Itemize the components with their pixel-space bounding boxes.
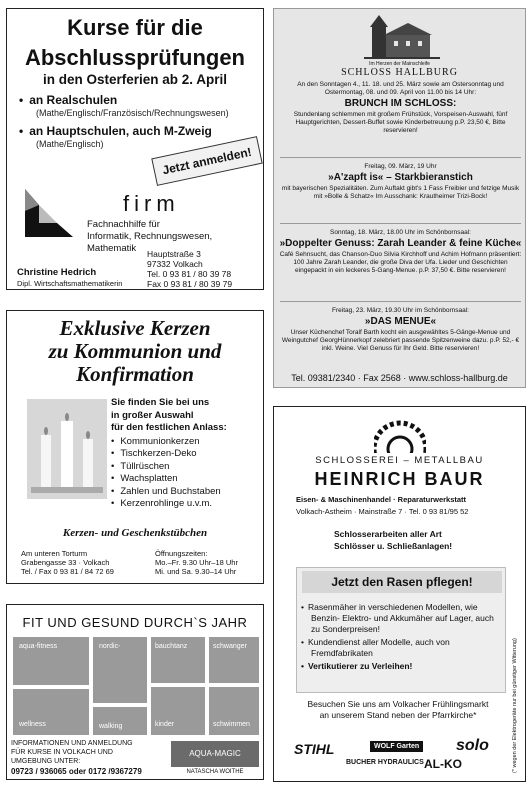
kerzen-hours: Öffnungszeiten: Mo.–Fr. 9.30 Uhr–18 Uhr Mi. und Sa. 9.30–14 Uhr (155, 549, 238, 576)
kurse-item-note: (Mathe/Englisch/Französisch/Rechnungswesen) (36, 108, 229, 118)
event-text: mit bayerischen Spezialitäten. Zum Auftakt gibt's 1 Fass Freibier und fetzige Musik mit »Bolle & Schatz« Im Ausschank: Krautheimer Trizi-Bock! (281, 185, 520, 200)
candles-icon (27, 399, 107, 499)
kurse-person: Christine Hedrich (17, 267, 97, 278)
brand-alko: AL-KO (424, 757, 462, 771)
kerzen-info: Sie finden Sie bei uns in großer Auswahl für den festlichen Anlass: • Kommunionkerzen • Tischkerzen-Deko • Tüllrüschen • Wachsplatten • Zahlen und Buchstaben • Kerzenrohlinge u.v.m. (111, 397, 227, 511)
ad-schloss-hallburg (273, 8, 526, 388)
firm-logo-icon (17, 183, 79, 241)
tile-nordic: nordic- (93, 637, 147, 703)
kurse-title-line2: Abschlussprüfungen (24, 45, 245, 70)
aqua-magic-logo: AQUA-MAGIC (171, 741, 259, 767)
ad-heinrich-baur (273, 406, 526, 782)
tile-schwimmen: schwimmen (209, 687, 259, 735)
schloss-lede: Im Herzen der Mainschleife (369, 61, 430, 67)
firm-description: Fachnachhilfe für Informatik, Rechnungswesen, Mathematik (87, 219, 213, 254)
ad-fit-und-gesund (6, 604, 264, 780)
brand-solo: solo (456, 737, 489, 754)
tile-walking: walking (93, 707, 147, 735)
event-date: Sonntag, 18. März, 18.00 Uhr im Schönbornsaal: (330, 229, 471, 236)
event-heading: »A'zapft is« – Starkbieranstich (328, 172, 473, 183)
brunch-section (278, 81, 523, 135)
event-text: Unser Küchenchef Toralf Barth kocht ein ausgewähltes 5-Gänge-Menue und Weingutchef GeorgHünnerkopf zelebriert passende Spitzenweine dazu. p.P. 52,- € inkl. Weine. Viel Genuss für Ihr Geld. Bitte reservieren! (281, 329, 520, 352)
fit-phone: 09723 / 936065 oder 0172 /9367279 (11, 767, 142, 776)
list-item: • Vertikutierer zu Verleihen! (301, 661, 505, 672)
kurse-item-hauptschule: • an Hauptschulen, auch M-Zweig (19, 124, 263, 138)
kurse-title-line1: Kurse für die (67, 15, 203, 40)
brand-stihl: STIHL (294, 741, 335, 757)
fit-info: INFORMATIONEN UND ANMELDUNG FÜR KURSE IN VOLKACH UND UMGEBUNG UNTER: (11, 740, 133, 765)
tile-schwanger: schwanger (209, 637, 259, 683)
kurse-subtitle: in den Osterferien ab 2. April (42, 72, 228, 87)
list-item: • Kerzenrohlinge u.v.m. (111, 498, 227, 511)
kerzen-address: Am unteren Torturm Grabengasse 33 · Volkach Tel. / Fax 0 93 81 / 84 72 69 (21, 549, 114, 576)
event-starkbier (278, 163, 523, 201)
kurse-item-realschule: • an Realschulen (19, 93, 263, 107)
event-zarah-leander (278, 229, 523, 275)
divider (280, 301, 521, 302)
castle-icon (364, 13, 440, 61)
event-text: Café Sehnsucht, das Chanson-Duo Silvia Kirchhoff und Achim Hofmann präsentiert: 100 Jahre Zarah Leander, die große Diva der Ufa. Lieder und Geschichten eingepackt in ein leckeres 5-Gang-Menue. p.P. 37,50 €. Bitte reservieren! (279, 251, 522, 274)
brand-bucher: BUCHER HYDRAULICS (346, 759, 424, 766)
event-heading: »DAS MENUE« (364, 316, 437, 327)
list-item: • Tüllrüschen (111, 461, 227, 474)
baur-visit-note: Besuchen Sie uns am Volkacher Frühlingsmarkt an unserem Stand neben der Pfarrkirche* (307, 699, 489, 720)
tile-kinder: kinder (151, 687, 205, 735)
list-item: • Kommunionkerzen (111, 436, 227, 449)
baur-trade: SCHLOSSEREI – METALLBAU (315, 455, 484, 466)
fit-title: FIT UND GESUND DURCH`S JAHR (22, 615, 248, 630)
baur-address: Volkach-Astheim · Mainstraße 7 · Tel. 0 93 81/95 52 (296, 507, 469, 516)
kurse-address: Hauptstraße 3 97332 Volkach Tel. 0 93 81 / 80 39 78 Fax 0 93 81 / 80 39 79 (147, 249, 233, 289)
baur-side-note: (* wegen der Elektrogeräte nur bei günstiger Witterung) (512, 638, 518, 773)
divider (280, 157, 521, 158)
kurse-person-title: Dipl. Wirtschaftsmathematikerin (17, 279, 123, 288)
baur-work-line1: Schlosserarbeiten aller Art (334, 529, 442, 539)
tile-bauchtanz: bauchtanz (151, 637, 205, 683)
schloss-contact: Tel. 09381/2340 · Fax 2568 · www.schloss-hallburg.de (291, 373, 508, 383)
list-item: • Kundendienst aller Modelle, auch von Fremdfabrikaten (301, 637, 505, 659)
rasen-list (301, 602, 505, 674)
candles-photo (27, 399, 107, 499)
kurse-list (19, 93, 263, 149)
ad-kurse (6, 8, 264, 290)
schloss-brand: SCHLOSS HALLBURG (341, 67, 458, 78)
event-heading: »Doppelter Genuss: Zarah Leander & feine Küche« (279, 238, 522, 249)
kerzen-shop-name: Kerzen- und Geschenkstübchen (62, 527, 208, 539)
ad-kerzen (6, 310, 264, 584)
baur-services: Eisen- & Maschinenhandel · Reparaturwerkstatt (296, 495, 467, 504)
firm-wordmark: firm (123, 191, 180, 216)
rasen-title: Jetzt den Rasen pflegen! (302, 571, 502, 593)
brunch-heading: BRUNCH IM SCHLOSS: (344, 98, 457, 109)
brunch-text: Stundenlang schlemmen mit großem Frühstück, Vorspeisen-Auswahl, fünf Hauptgerichten, Dessert-Buffet sowie Kinderbetreuung p.P. 23,50 €, Bitte reservieren! (293, 111, 508, 134)
gear-icon (374, 413, 426, 453)
list-item: • Tischkerzen-Deko (111, 448, 227, 461)
divider (280, 223, 521, 224)
event-menue (278, 307, 523, 353)
register-stamp: Jetzt anmelden! (151, 136, 262, 186)
aqua-magic-owner: NATASCHA WOITHE (186, 769, 244, 775)
tile-aqua-fitness: aqua-fitness (13, 637, 89, 685)
brunch-intro: An den Sonntagen 4., 11. 18. und 25. März sowie am Ostersonntag und Ostermontag, 08. und 09. April von 11.00 bis 14 Uhr: (297, 81, 504, 96)
baur-name: HEINRICH BAUR (314, 469, 485, 489)
kerzen-list (111, 436, 227, 511)
baur-work-line2: Schlösser u. Schließanlagen! (334, 541, 453, 551)
brand-wolf-garten: WOLF Garten (370, 741, 423, 752)
list-item: • Rasenmäher in verschiedenen Modellen, wie Benzin- Elektro- und Akkumäher auf Lager, auch zu Sonderpreisen! (301, 602, 505, 635)
kerzen-title: Exklusive Kerzen zu Kommunion und Konfirmation (48, 316, 222, 386)
tile-wellness: wellness (13, 689, 89, 735)
event-date: Freitag, 23. März, 19.30 Uhr im Schönbornsaal: (332, 307, 469, 314)
list-item: • Wachsplatten (111, 473, 227, 486)
list-item: • Zahlen und Buchstaben (111, 486, 227, 499)
kurse-item-note: (Mathe/Englisch) (36, 139, 104, 149)
event-date: Freitag, 09. März, 19 Uhr (364, 163, 437, 170)
